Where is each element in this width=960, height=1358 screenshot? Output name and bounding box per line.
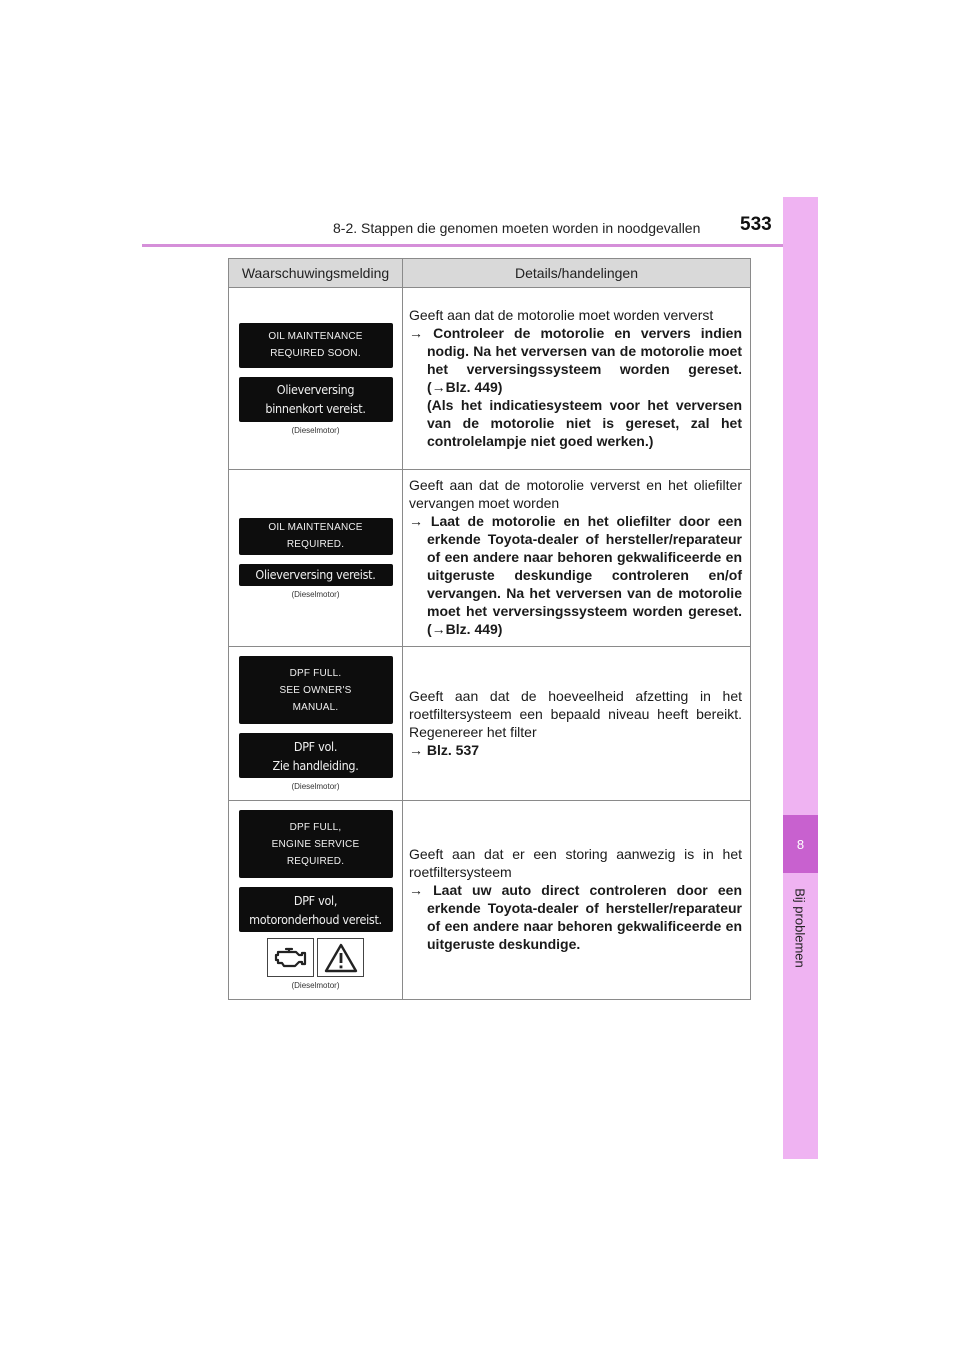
running-header: 8-2. Stappen die genomen moeten worden in noodgevallen — [333, 220, 701, 236]
page-number: 533 — [740, 214, 772, 235]
warning-message-cell — [229, 801, 403, 1000]
details-cell — [403, 288, 751, 470]
details-action: → Laat uw auto direct controleren door een erkende Toyota-dealer of hersteller/reparateur of een andere naar behoren gekwalificeerde en uitgeruste deskundige. — [409, 882, 743, 952]
details-cell — [403, 801, 751, 1000]
details-action: → Blz. 537 — [409, 741, 480, 758]
table-row — [229, 801, 751, 1000]
chapter-side-label: Bij problemen — [792, 888, 808, 968]
display-screen-dutch: Olieverversing binnenkort vereist. — [239, 377, 393, 422]
column-header-message: Waarschuwingsmelding — [229, 259, 403, 288]
table-row — [229, 647, 751, 801]
display-screen-english: OIL MAINTENANCE REQUIRED SOON. — [239, 323, 393, 368]
chapter-side-tab — [783, 197, 818, 1159]
display-screen-dutch: Olieverversing vereist. — [239, 564, 393, 586]
warning-messages-table — [228, 258, 750, 1000]
details-note: (Als het indicatiesysteem voor het verversen van de motorolie niet is gereset, zal het controlelampje niet goed werken.) — [427, 396, 742, 449]
details-action: → Controleer de motorolie en ververs indien nodig. Na het verversen van de motorolie moet het verversingssysteem worden gereset. (→Blz. 449) — [409, 324, 742, 395]
display-screen-english: DPF FULL. SEE OWNER'S MANUAL. — [239, 656, 393, 724]
details-action: → Laat de motorolie en het oliefilter door een erkende Toyota-dealer of hersteller/reparateur of een andere naar behoren gekwalificeerde en uitgeruste deskundige controleren en/of vervangen. Na het verversen van de motorolie moet het verversingssysteem worden gereset. (→Blz. 449) — [409, 513, 743, 637]
warning-message-cell — [229, 470, 403, 647]
details-intro: Geeft aan dat de motorolie moet worden ververst — [409, 306, 714, 323]
engine-check-icon — [267, 938, 314, 977]
display-screen-english: OIL MAINTENANCE REQUIRED. — [239, 518, 393, 555]
details-intro: Geeft aan dat de hoeveelheid afzetting in het roetfiltersysteem een bepaald niveau heeft bereikt. Regenereer het filter — [409, 687, 742, 740]
details-intro: Geeft aan dat er een storing aanwezig is in het roetfiltersysteem — [409, 846, 742, 880]
chapter-number-badge: 8 — [783, 815, 818, 873]
column-header-details: Details/handelingen — [403, 259, 751, 288]
table-header-row — [229, 259, 751, 288]
arrow-icon: → — [409, 513, 423, 529]
details-intro: Geeft aan dat de motorolie ververst en het oliefilter vervangen moet worden — [409, 477, 742, 511]
warning-message-cell — [229, 647, 403, 801]
display-screen-english: DPF FULL, ENGINE SERVICE REQUIRED. — [239, 810, 393, 878]
table-row — [229, 470, 751, 647]
display-screen-dutch: DPF vol, motoronderhoud vereist. — [239, 887, 393, 932]
warning-triangle-icon — [317, 938, 364, 977]
engine-type-caption: (Dieselmotor) — [291, 782, 340, 791]
engine-type-caption: (Dieselmotor) — [291, 589, 340, 599]
header-divider — [142, 244, 818, 247]
arrow-icon: → — [409, 882, 423, 898]
arrow-icon: → — [409, 741, 423, 758]
warning-message-cell — [229, 288, 403, 470]
table-row — [229, 288, 751, 470]
details-cell — [403, 647, 751, 801]
arrow-icon: → — [409, 324, 423, 341]
indicator-icons — [229, 938, 402, 977]
display-screen-dutch: DPF vol. Zie handleiding. — [239, 733, 393, 778]
engine-type-caption: (Dieselmotor) — [291, 981, 340, 990]
engine-type-caption: (Dieselmotor) — [291, 425, 340, 435]
details-cell — [403, 470, 751, 647]
